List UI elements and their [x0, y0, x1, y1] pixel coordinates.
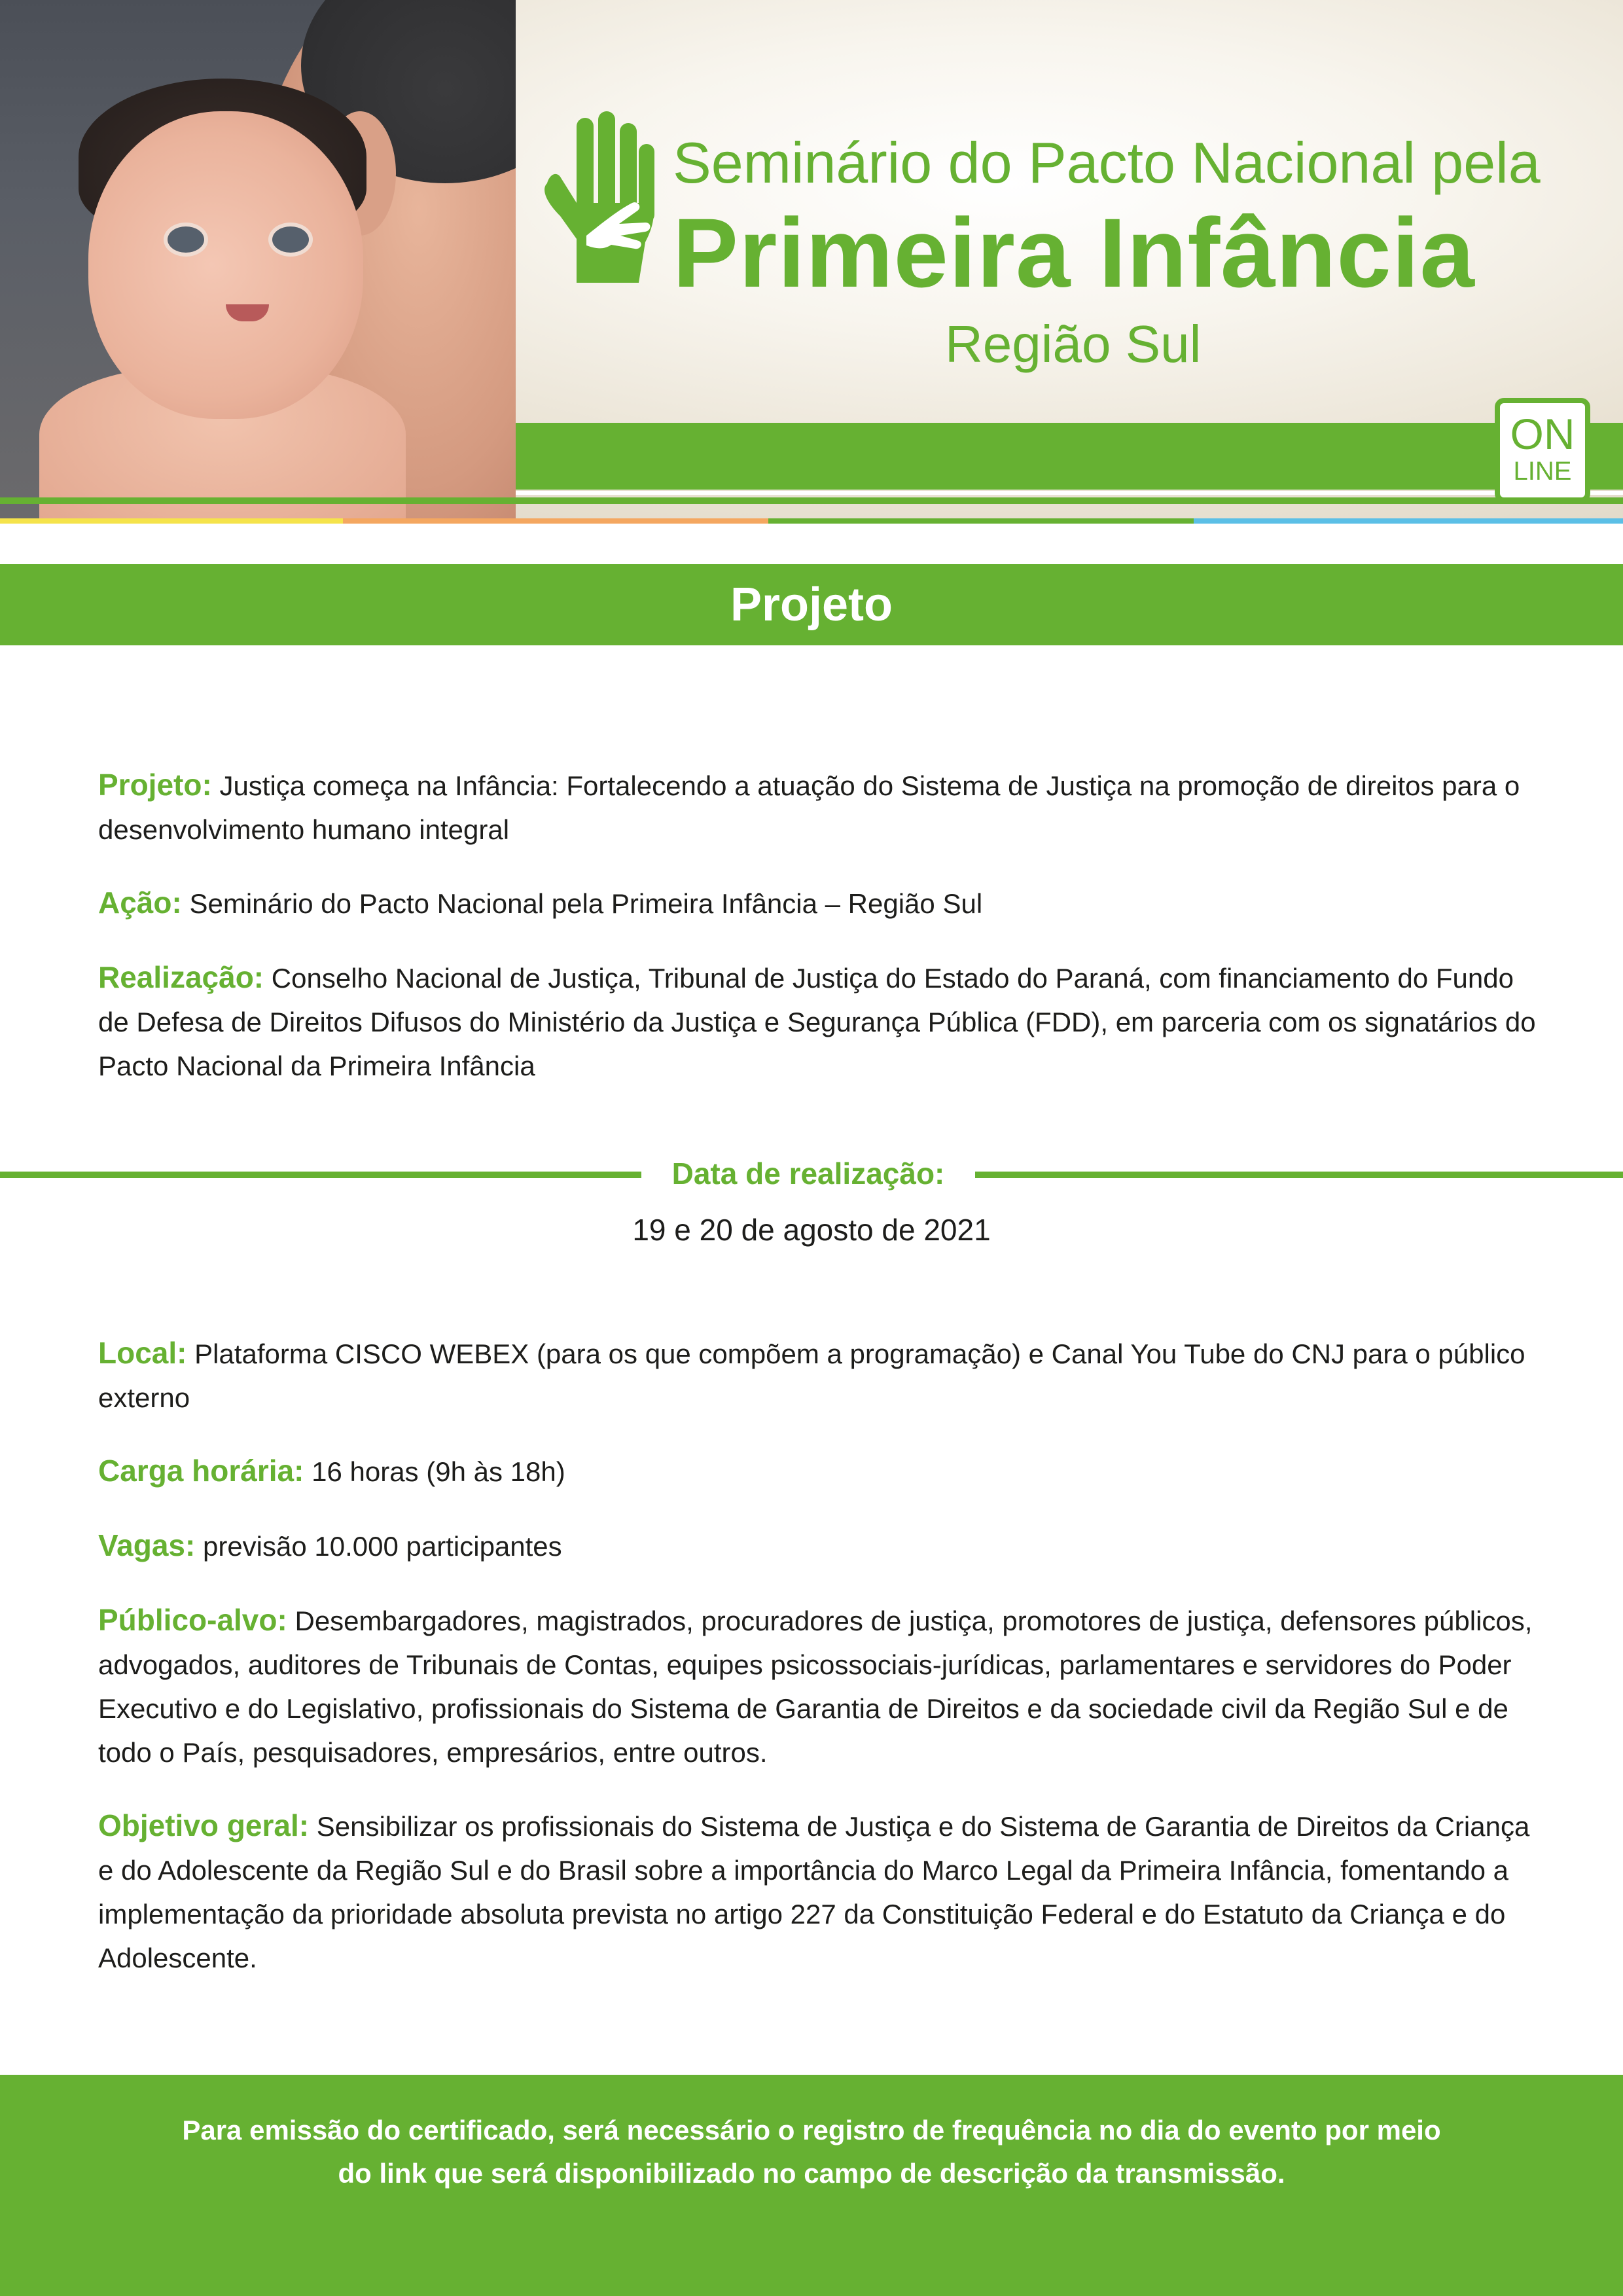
online-badge-line: LINE — [1513, 457, 1572, 486]
color-stripe — [1194, 518, 1623, 524]
footer-banner — [0, 2075, 1623, 2296]
detail-label: Público-alvo: — [98, 1603, 287, 1637]
detail-item — [98, 1449, 1538, 1494]
color-stripe — [343, 518, 768, 524]
online-badge-on: ON — [1510, 410, 1575, 458]
seminar-title-line1: Seminário do Pacto Nacional pela — [673, 130, 1541, 195]
detail-label: Realização: — [98, 960, 264, 994]
online-badge — [1495, 398, 1590, 503]
detail-text: Plataforma CISCO WEBEX (para os que compõem a programação) e Canal You Tube do CNJ para o público externo — [98, 1338, 1525, 1413]
detail-label: Ação: — [98, 886, 182, 920]
detail-text: Sensibilizar os profissionais do Sistema de Justiça e do Sistema de Garantia de Direitos da Criança e do Adolescente da Região Sul e do Brasil sobre a importância do Marco Legal da Primeira Infância, fomentando a implementação da prioridade absoluta prevista no artigo 227 da Constituição Federal e do Estatuto da Criança e do Adolescente. — [98, 1811, 1530, 1973]
detail-text: Desembargadores, magistrados, procuradores de justiça, promotores de justiça, defensores públicos, advogados, auditores de Tribunais de Contas, equipes psicossociais-jurídicas, parlamentares e servidores do Poder Executivo e do Legislativo, profissionais do Sistema de Garantia de Direitos e da sociedade civil da Região Sul e de todo o País, pesquisadores, empresários, entre outros. — [98, 1605, 1533, 1768]
certificate-note-line1: Para emissão do certificado, será necessário o registro de frequência no dia do evento por meio — [182, 2115, 1441, 2145]
certificate-note — [98, 2109, 1525, 2195]
color-stripe — [768, 518, 1194, 524]
color-stripes — [0, 518, 1623, 524]
detail-item — [98, 763, 1538, 852]
header-green-line — [0, 497, 1623, 504]
detail-item — [98, 1524, 1538, 1568]
detail-item — [98, 881, 1538, 925]
detail-label: Vagas: — [98, 1528, 196, 1562]
detail-label: Projeto: — [98, 768, 212, 802]
date-rule-right — [975, 1172, 1623, 1178]
detail-label: Local: — [98, 1336, 187, 1370]
section-title: Projeto — [0, 564, 1623, 645]
detail-text: previsão 10.000 participantes — [195, 1531, 562, 1562]
certificate-note-line2: do link que será disponibilizado no campo de descrição da transmissão. — [338, 2158, 1285, 2189]
detail-label: Objetivo geral: — [98, 1808, 310, 1842]
father-baby-photo — [0, 0, 516, 518]
detail-item — [98, 956, 1538, 1088]
detail-text: Justiça começa na Infância: Fortalecendo a atuação do Sistema de Justiça na promoção de direitos para o desenvolvimento humano integral — [98, 770, 1520, 845]
date-value: 19 e 20 de agosto de 2021 — [632, 1213, 991, 1247]
detail-text: Seminário do Pacto Nacional pela Primeira Infância – Região Sul — [181, 888, 983, 919]
seminar-title-main: Primeira Infância — [673, 198, 1475, 308]
header-banner — [0, 0, 1623, 524]
detail-label: Carga horária: — [98, 1454, 304, 1488]
header-green-bar — [516, 423, 1623, 490]
seminar-region: Região Sul — [945, 315, 1202, 373]
detail-item — [98, 1598, 1538, 1774]
date-label: Data de realização: — [671, 1157, 945, 1191]
header-divider — [516, 491, 1623, 495]
detail-text: Conselho Nacional de Justiça, Tribunal de Justiça do Estado do Paraná, com financiamento do Fundo de Defesa de Direitos Difusos do Ministério da Justiça e Segurança Pública (FDD), em parceria com os signatários do Pacto Nacional da Primeira Infância — [98, 963, 1536, 1081]
color-stripe — [0, 518, 343, 524]
hand-logo-icon — [541, 111, 658, 288]
date-rule-left — [0, 1172, 641, 1178]
detail-item — [98, 1804, 1538, 1980]
detail-item — [98, 1331, 1538, 1420]
detail-text: 16 horas (9h às 18h) — [304, 1456, 565, 1487]
